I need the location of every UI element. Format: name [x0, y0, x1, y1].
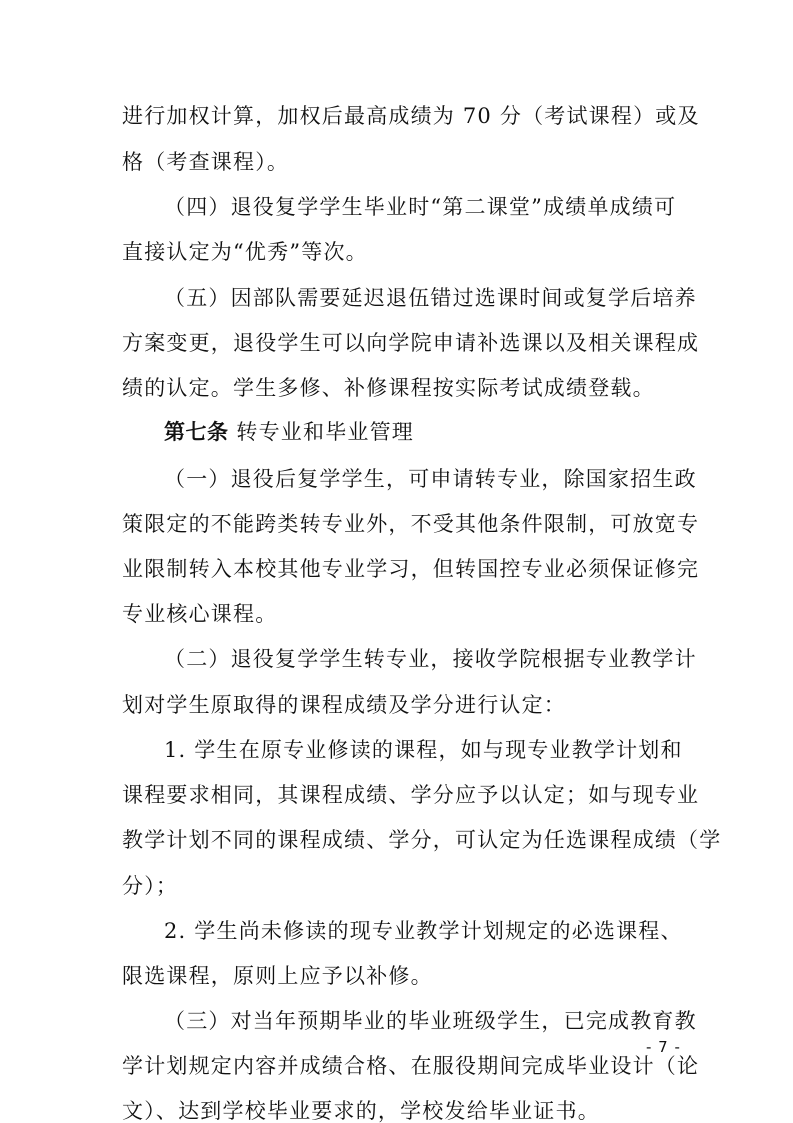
paragraph-first-line: （五）因部队需要延迟退伍错过选课时间或复学后培养 [164, 286, 697, 310]
body-line: 教学计划不同的课程成绩、学分，可认定为任选课程成绩（学 [122, 828, 722, 852]
body-line: 进行加权计算，加权后最高成绩为 70 分（考试课程）或及 [122, 104, 700, 128]
body-line: 划对学生原取得的课程成绩及学分进行认定： [122, 693, 566, 717]
paragraph-first-line: 2. 学生尚未修读的现专业教学计划规定的必选课程、 [164, 919, 683, 943]
body-line: 业限制转入本校其他专业学习，但转国控专业必须保证修完 [122, 557, 700, 581]
body-line: 文）、达到学校毕业要求的，学校发给毕业证书。 [122, 1099, 600, 1123]
paragraph-first-line: 1. 学生在原专业修读的课程，如与现专业教学计划和 [164, 738, 683, 762]
body-line: 格（考查课程）。 [122, 150, 290, 174]
paragraph-first-line: （一）退役后复学学生，可申请转专业，除国家招生政 [164, 467, 697, 491]
paragraph-first-line: （三）对当年预期毕业的毕业班级学生，已完成教育教 [164, 1009, 697, 1033]
body-line: 限选课程，原则上应予以补修。 [122, 964, 433, 988]
body-line: 课程要求相同，其课程成绩、学分应予以认定；如与现专业 [122, 783, 700, 807]
body-line: 学计划规定内容并成绩合格、在服役期间完成毕业设计（论 [122, 1054, 700, 1078]
article-title: 转专业和毕业管理 [236, 420, 414, 444]
body-line: 绩的认定。学生多修、补修课程按实际考试成绩登载。 [122, 376, 655, 400]
body-line: 策限定的不能跨类转专业外，不受其他条件限制，可放宽专 [122, 512, 700, 536]
article-heading: 第七条 [164, 420, 229, 444]
paragraph-first-line: （四）退役复学学生毕业时“第二课堂”成绩单成绩可 [164, 195, 677, 219]
body-line: 专业核心课程。 [122, 602, 278, 626]
page-number: - 7 - [646, 1038, 681, 1056]
body-line: 直接认定为“优秀”等次。 [122, 240, 368, 264]
paragraph-first-line: （二）退役复学学生转专业，接收学院根据专业教学计 [164, 647, 697, 671]
body-line: 分）； [122, 874, 179, 898]
article-heading-line [0, 420, 793, 444]
body-line: 方案变更，退役学生可以向学院申请补选课以及相关课程成 [122, 331, 700, 355]
